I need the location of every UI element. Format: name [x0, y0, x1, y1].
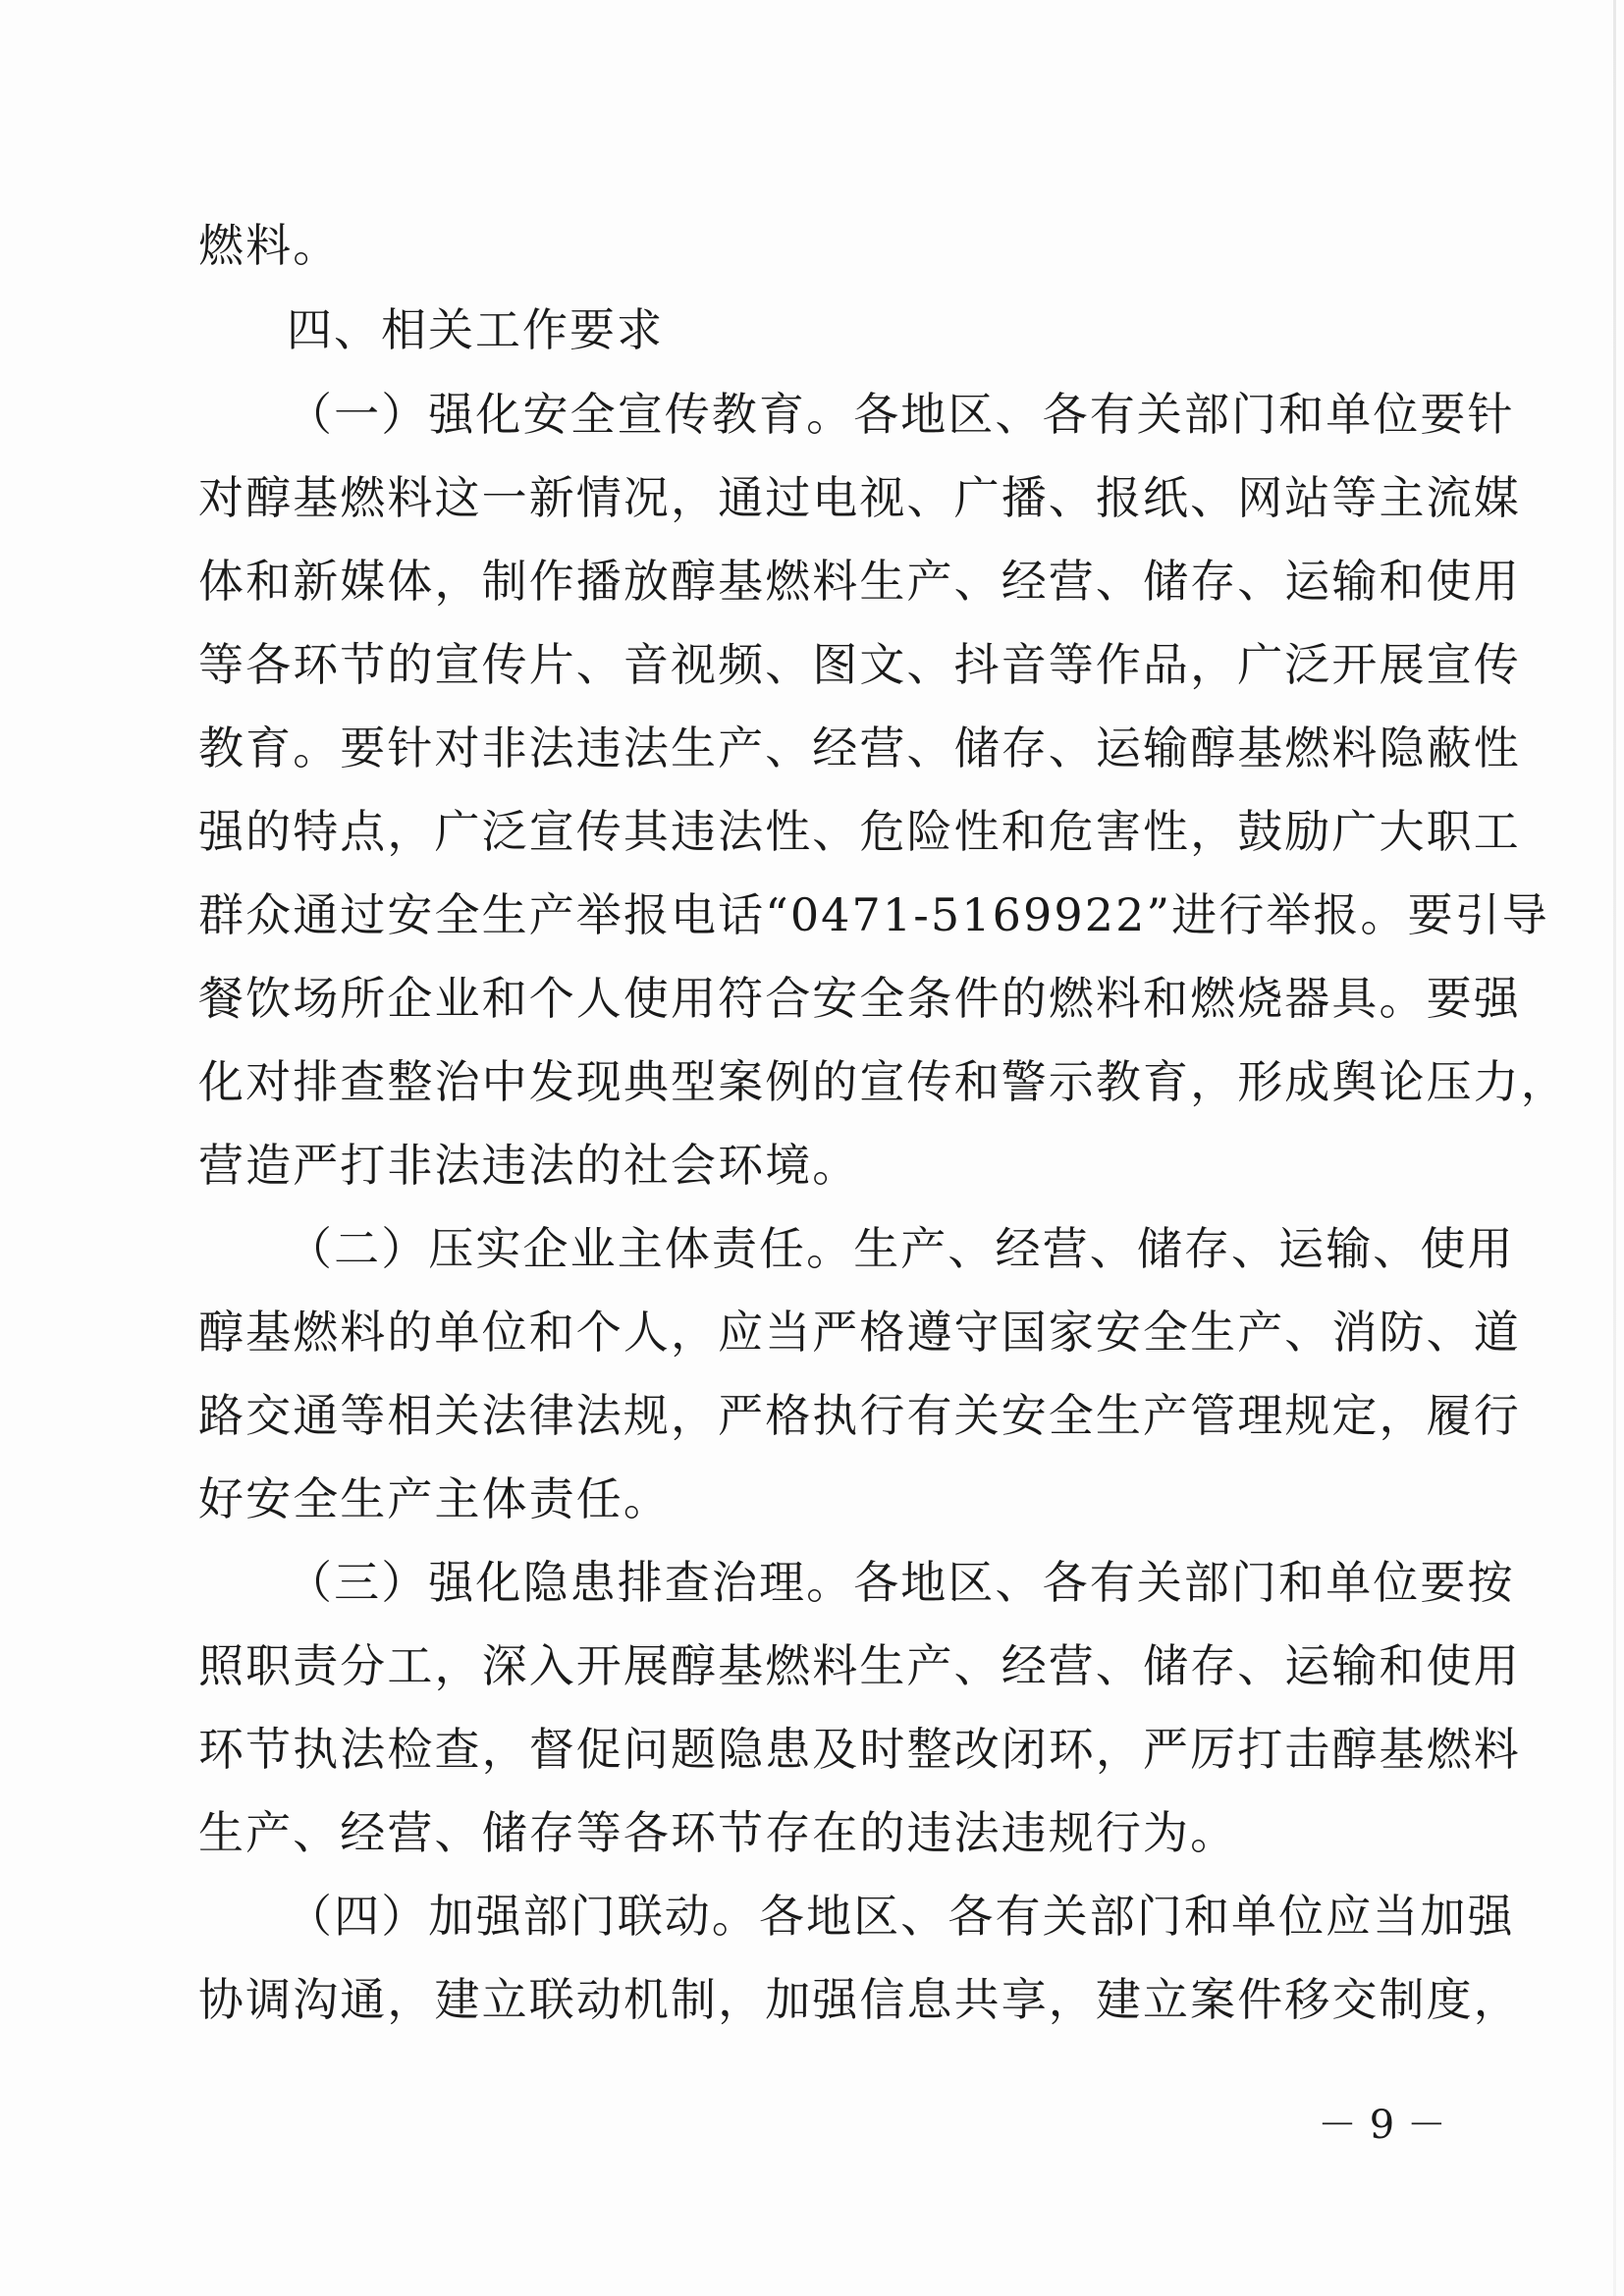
- paragraph-1-line-3: 体和新媒体，制作播放醇基燃料生产、经营、储存、运输和使用: [198, 555, 1521, 608]
- paragraph-3-line-3: 环节执法检查，督促问题隐患及时整改闭环，严厉打击醇基燃料: [198, 1723, 1521, 1776]
- paragraph-1-line-1: （一）强化安全宣传教育。各地区、各有关部门和单位要针: [287, 388, 1515, 441]
- page-number: － 9 －: [1318, 2103, 1446, 2148]
- paragraph-1-line-9: 化对排查整治中发现典型案例的宣传和警示教育，形成舆论压力，: [198, 1055, 1568, 1108]
- paragraph-2-line-1: （二）压实企业主体责任。生产、经营、储存、运输、使用: [287, 1222, 1515, 1275]
- text-line-1: 燃料。: [198, 219, 341, 272]
- paragraph-1-line-4: 等各环节的宣传片、音视频、图文、抖音等作品，广泛开展宣传: [198, 638, 1521, 691]
- paragraph-2-line-4: 好安全生产主体责任。: [198, 1472, 671, 1525]
- paragraph-3-line-1: （三）强化隐患排查治理。各地区、各有关部门和单位要按: [287, 1556, 1515, 1609]
- paragraph-1-line-5: 教育。要针对非法违法生产、经营、储存、运输醇基燃料隐蔽性: [198, 721, 1521, 774]
- paragraph-1-line-8: 餐饮场所企业和个人使用符合安全条件的燃料和燃烧器具。要强: [198, 972, 1521, 1025]
- page-edge-shadow: [1613, 0, 1616, 2296]
- paragraph-3-line-2: 照职责分工，深入开展醇基燃料生产、经营、储存、运输和使用: [198, 1639, 1521, 1692]
- paragraph-1-line-2: 对醇基燃料这一新情况，通过电视、广播、报纸、网站等主流媒: [198, 471, 1521, 524]
- paragraph-3-line-4: 生产、经营、储存等各环节存在的违法违规行为。: [198, 1806, 1238, 1859]
- paragraph-1-line-6: 强的特点，广泛宣传其违法性、危险性和危害性，鼓励广大职工: [198, 805, 1521, 858]
- paragraph-1-line-10: 营造严打非法违法的社会环境。: [198, 1139, 860, 1192]
- paragraph-4-line-1: （四）加强部门联动。各地区、各有关部门和单位应当加强: [287, 1890, 1515, 1943]
- paragraph-1-line-7: 群众通过安全生产举报电话“0471-5169922”进行举报。要引导: [198, 888, 1549, 941]
- paragraph-4-line-2: 协调沟通，建立联动机制，加强信息共享，建立案件移交制度，: [198, 1973, 1521, 2026]
- section-heading: 四、相关工作要求: [287, 303, 664, 356]
- paragraph-2-line-3: 路交通等相关法律法规，严格执行有关安全生产管理规定，履行: [198, 1389, 1521, 1442]
- paragraph-2-line-2: 醇基燃料的单位和个人，应当严格遵守国家安全生产、消防、道: [198, 1306, 1521, 1359]
